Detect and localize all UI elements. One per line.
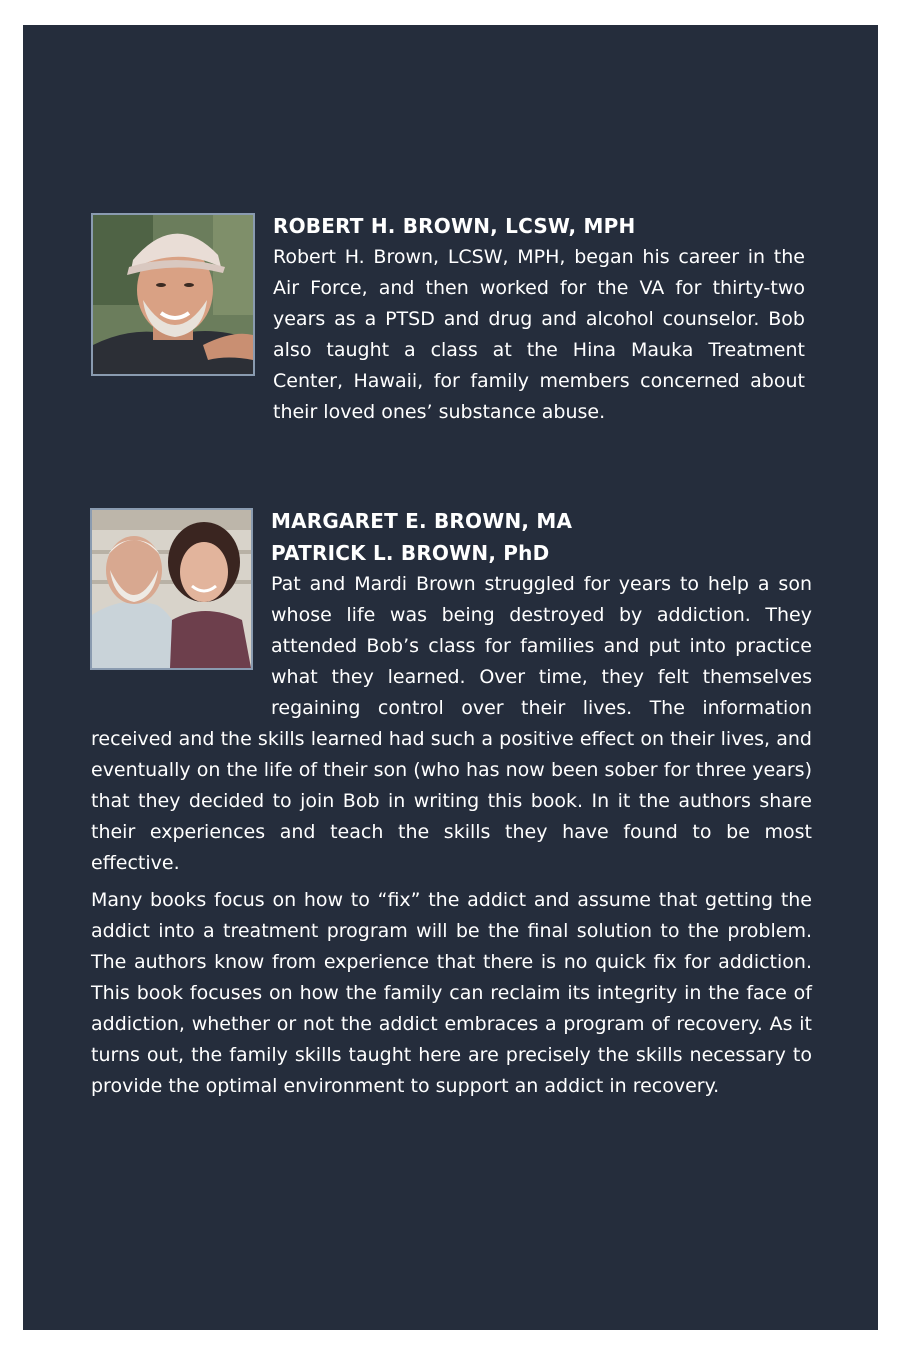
author-bio-margaret-patrick-text: Pat and Mardi Brown struggled for years to help a son whose life was being destroyed by addiction. They attended Bob’s class for families and put into practice what they learned. Over time, they felt themselves regaining control over their lives. The information received and the skills learned had such a positive effect on their lives, and eventually on the life of their son (who has now been sober for three years) that they decided to join Bob in writing this book. In it the authors share their experiences and teach the skills they have found to be most effective. — [91, 573, 812, 874]
author-bio-robert — [273, 210, 805, 428]
back-cover-panel — [23, 25, 878, 1330]
photo-float-spacer — [91, 505, 271, 695]
author-heading-margaret: MARGARET E. BROWN, MA — [271, 509, 573, 533]
author-heading-robert: ROBERT H. BROWN, LCSW, MPH — [273, 214, 636, 238]
author-bio-robert-text: Robert H. Brown, LCSW, MPH, began his career in the Air Force, and then worked for the VA for thirty-two years as a PTSD and drug and alcohol counselor. Bob also taught a class at the Hina Mauka Treatment Center, Hawaii, for family members concerned about their loved ones’ substance abuse. — [273, 246, 805, 423]
author-photo-robert — [91, 213, 255, 376]
author-heading-patrick: PATRICK L. BROWN, PhD — [271, 541, 550, 565]
author-photo-robert-image — [93, 215, 253, 374]
book-description-paragraph: Many books focus on how to “fix” the addict and assume that getting the addict into a treatment program will be the final solution to the problem. The authors know from experience that there is no quick fix for addiction. This book focuses on how the family can reclaim its integrity in the face of addiction, whether or not the addict embraces a program of recovery. As it turns out, the family skills taught here are precisely the skills necessary to provide the optimal environment to support an addict in recovery. — [91, 889, 812, 1097]
author-bio-margaret-patrick — [91, 505, 812, 879]
